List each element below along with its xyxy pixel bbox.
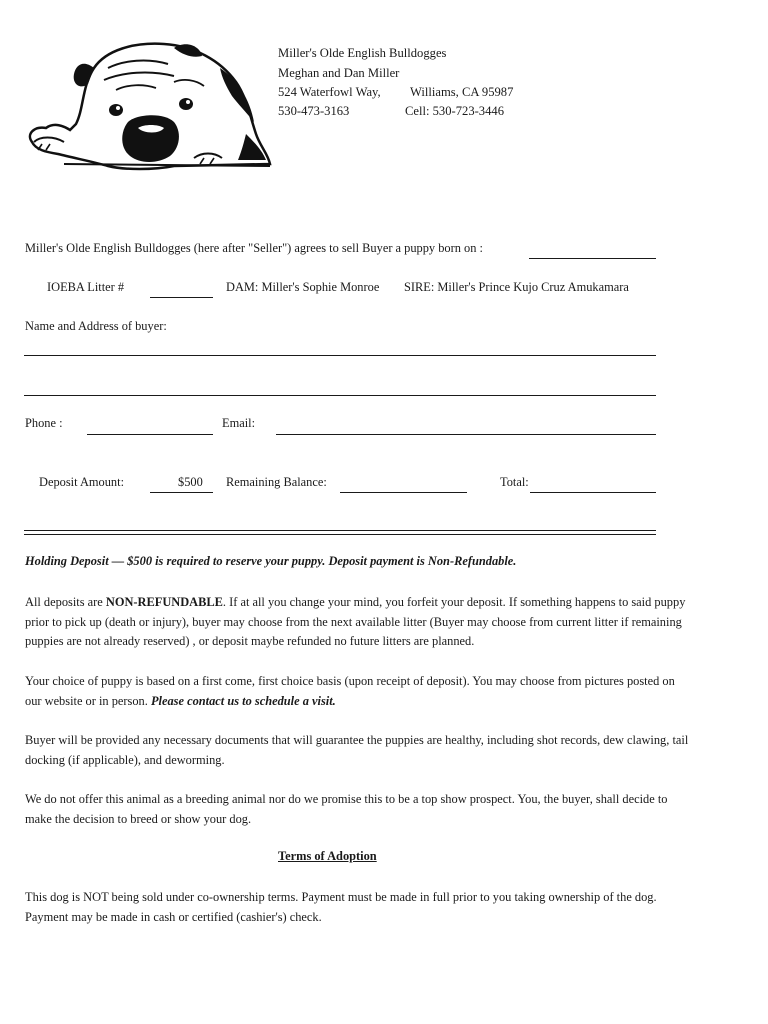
divider-bottom xyxy=(24,534,656,535)
buyer-label: Name and Address of buyer: xyxy=(25,319,167,333)
remaining-balance-field[interactable] xyxy=(340,492,467,493)
total-field[interactable] xyxy=(530,492,656,493)
dam-name: DAM: Miller's Sophie Monroe xyxy=(226,280,380,294)
street-address: 524 Waterfowl Way, xyxy=(278,85,381,99)
refund-policy-pre: All deposits are xyxy=(25,595,106,609)
schedule-visit-text: Please contact us to schedule a visit. xyxy=(150,693,336,708)
non-refundable-text: NON-REFUNDABLE xyxy=(105,595,223,609)
total-label: Total: xyxy=(500,475,529,489)
business-name: Miller's Olde English Bulldogges xyxy=(278,46,447,60)
refund-policy-paragraph xyxy=(25,593,690,652)
divider-top xyxy=(24,530,656,531)
cell-number: Cell: 530-723-3446 xyxy=(405,104,504,118)
bulldog-logo-icon xyxy=(24,38,272,172)
ownership-text: This dog is NOT being sold under co-ownership terms. Payment must be made in full prior to you taking ownership of the dog. Payment may be made in cash or certified (cashier's) check. xyxy=(25,890,657,924)
breeding-paragraph xyxy=(25,790,690,829)
owners-name: Meghan and Dan Miller xyxy=(278,66,400,80)
litter-label: IOEBA Litter # xyxy=(47,280,125,294)
health-docs-text: Buyer will be provided any necessary documents that will guarantee the puppies are healthy, including shot records, dew clawing, tail docking (if applicable), and deworming. xyxy=(25,733,689,767)
puppy-choice-paragraph xyxy=(25,672,690,711)
litter-number-field[interactable] xyxy=(150,297,213,298)
city-address: Williams, CA 95987 xyxy=(410,85,514,99)
buyer-address-field[interactable] xyxy=(24,395,656,396)
breeding-text: We do not offer this animal as a breeding animal nor do we promise this to be a top show prospect. You, the buyer, shall decide to make the decision to breed or show your dog. xyxy=(25,792,668,826)
email-label: Email: xyxy=(222,416,256,430)
phone-field[interactable] xyxy=(87,434,213,435)
puppy-choice-text: Your choice of puppy is based on a first come, first choice basis (upon receipt of deposit). You may choose from pictures posted on our website or in person. xyxy=(25,674,675,708)
email-field[interactable] xyxy=(276,434,656,435)
deposit-label: Deposit Amount: xyxy=(39,475,125,489)
ownership-paragraph xyxy=(25,888,690,927)
deposit-field[interactable] xyxy=(150,492,213,493)
holding-deposit-notice: Holding Deposit — $500 is required to reserve your puppy. Deposit payment is Non-Refundable. xyxy=(25,554,517,568)
buyer-name-field[interactable] xyxy=(24,355,656,356)
birth-date-field[interactable] xyxy=(529,258,656,259)
sire-name: SIRE: Miller's Prince Kujo Cruz Amukamara xyxy=(404,280,629,294)
refund-policy-post: . If at all you change your mind, you forfeit your deposit. If something happens to said puppy prior to pick up (death or injury), buyer may choose from the next available litter (Buyer may choose from current litter if remaining puppies are not already reserved) , or deposit maybe refunded no future litters are planned. xyxy=(25,595,686,648)
phone-label: Phone : xyxy=(25,416,63,430)
health-docs-paragraph xyxy=(25,731,690,770)
remaining-label: Remaining Balance: xyxy=(226,475,327,489)
adoption-terms-heading: Terms of Adoption xyxy=(278,849,377,863)
agreement-intro: Miller's Olde English Bulldogges (here after "Seller") agrees to sell Buyer a puppy born on : xyxy=(25,241,483,255)
phone-number: 530-473-3163 xyxy=(278,104,350,118)
deposit-value: $500 xyxy=(178,475,203,489)
